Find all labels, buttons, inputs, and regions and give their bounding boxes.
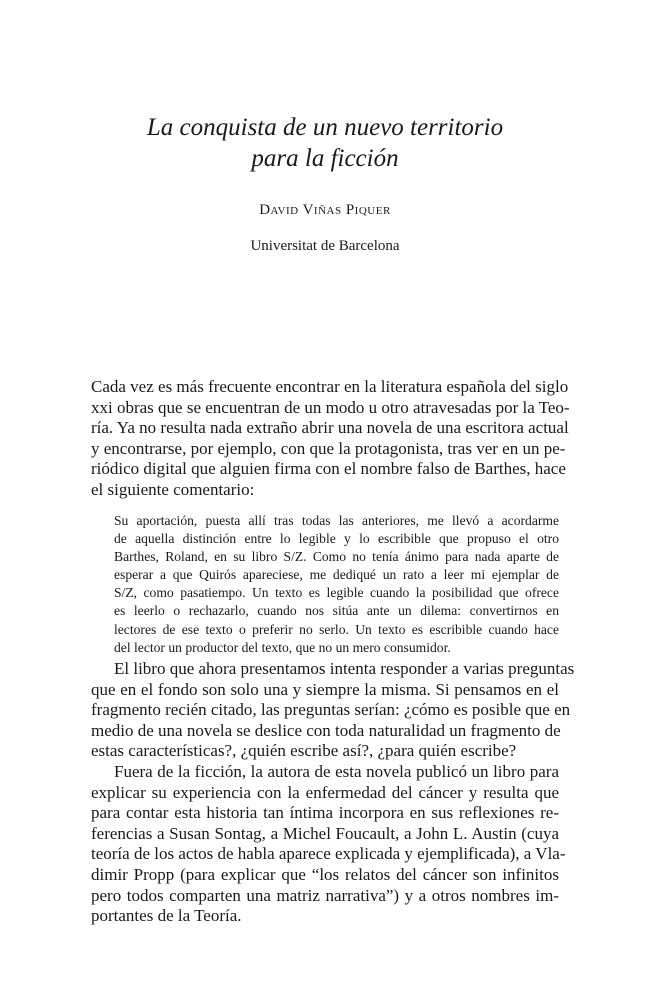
text-line: portantes de la Teoría. [91,906,242,926]
text-line: Cada vez es más frecuente encontrar en la literatura española del siglo [91,377,569,396]
text-line: que en el fondo son solo una y siempre la misma. Si pensamos en el [91,679,559,699]
text-line: dimir Propp (para explicar que “los relatos del cáncer son infinitos [91,864,559,884]
text-line: Fuera de la ficción, la autora de esta novela publicó un libro para [114,761,559,781]
text-line: y encontrarse, por ejemplo, con que la protagonista, tras ver en un pe- [91,438,566,458]
text-line: pero todos comparten una matriz narrativa”) y a otros nombres im- [91,885,559,905]
quote-line: lectores de ese texto o preferir no serlo. Un texto es escribible cuando hace [114,621,559,637]
quote-line: del lector un productor del texto, que no un mero consumidor. [114,639,451,655]
text-line: riódico digital que alguien firma con el nombre falso de Barthes, hace [91,459,566,479]
title-line-2: para la ficción [251,145,399,172]
author-name: David Viñas Piquer [259,202,391,218]
text-line: para contar esta historia tan íntima incorpora en sus reflexiones re- [91,803,559,823]
quote-line: es leerlo o rechazarlo, cuando nos sitúa ante un dilema: convertirnos en [114,603,559,619]
paragraph-1 [91,377,570,501]
text-line: ferencias a Susan Sontag, a Michel Foucault, a John L. Austin (cuya [91,823,559,843]
text-line: fragmento recién citado, las preguntas serían: ¿cómo es posible que en [91,700,571,720]
quote-line: de aquella distinción entre lo legible y lo escribible que propuso el otro [114,531,559,547]
author-affiliation: Universitat de Barcelona [250,238,400,254]
quote-line: Barthes, Roland, en su libro S/Z. Como no tenía ánimo para nada aparte de [114,549,559,565]
text-line: estas características?, ¿quién escribe así?, ¿para quién escribe? [91,741,517,761]
quote-line: Su aportación, puesta allí tras todas las anteriores, me llevó a acordarme [114,513,559,528]
text-line: teoría de los actos de habla aparece explicada y ejemplificada), a Vla- [91,844,566,864]
quote-line: S/Z, como pasatiempo. Un texto es legible cuando la posibilidad que ofrece [114,585,559,601]
chapter-title [0,112,650,174]
text-line: el siguiente comentario: [91,479,255,499]
text-line: ría. Ya no resulta nada extraño abrir una novela de una escritora actual [91,418,569,438]
title-line-1: La conquista de un nuevo territorio [146,114,504,141]
text-line: xxi obras que se encuentran de un modo u otro atravesadas por la Teo- [91,397,570,417]
paragraph-2-3 [91,659,575,927]
quote-line: esperar a que Quirós apareciese, me dediqué un rato a leer mi ejemplar de [114,567,559,583]
text-line: medio de una novela se deslice con toda naturalidad un fragmento de [91,720,561,740]
block-quote [114,512,559,657]
text-line: El libro que ahora presentamos intenta responder a varias preguntas [114,659,575,678]
text-line: explicar su experiencia con la enfermedad del cáncer y resulta que [91,782,559,802]
